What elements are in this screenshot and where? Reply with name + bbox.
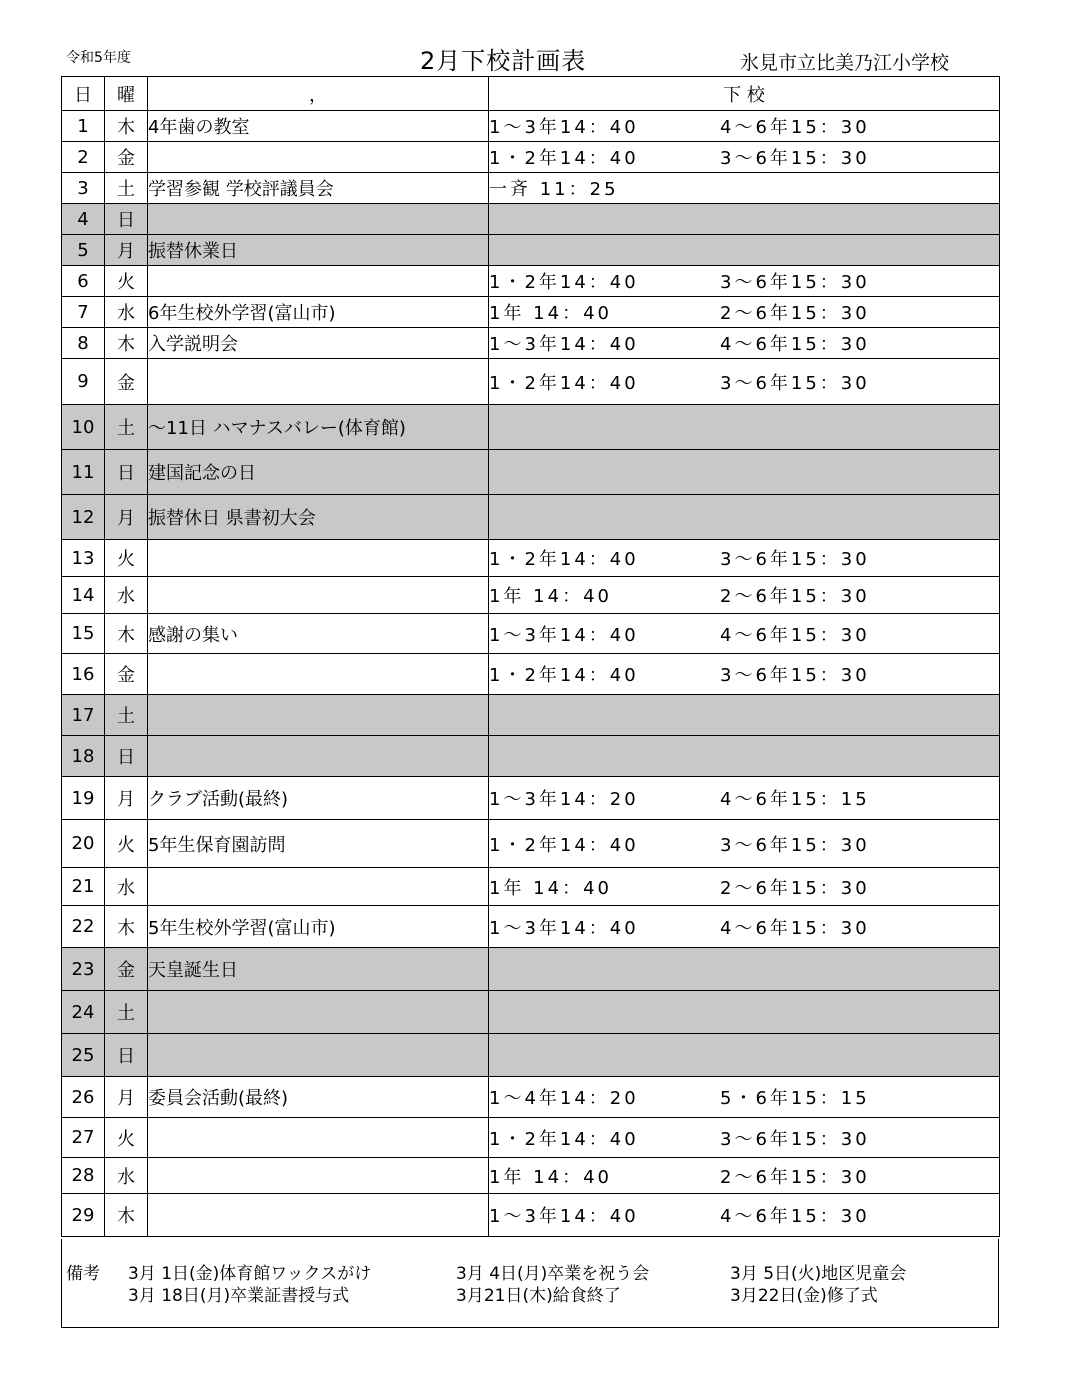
schedule-row	[62, 1077, 1000, 1118]
dismissal-time-lower: 1～3年14：40	[489, 334, 639, 355]
day-cell: 8	[62, 328, 105, 359]
schedule-row	[62, 266, 1000, 297]
schedule-row	[62, 1034, 1000, 1077]
weekday-cell: 火	[105, 540, 148, 577]
weekday-cell: 金	[105, 654, 148, 695]
dismissal-time-upper: 3～6年15：30	[720, 549, 870, 570]
dismissal-time-lower: 1・2年14：40	[489, 272, 639, 293]
event-cell	[148, 1158, 489, 1194]
day-cell: 18	[62, 736, 105, 777]
weekday-cell: 土	[105, 991, 148, 1034]
dismissal-time-upper: 3～6年15：30	[720, 665, 870, 686]
schedule-row	[62, 1158, 1000, 1194]
schedule-row	[62, 820, 1000, 868]
schedule-row	[62, 297, 1000, 328]
day-cell: 25	[62, 1034, 105, 1077]
weekday-cell: 木	[105, 328, 148, 359]
day-cell: 5	[62, 235, 105, 266]
schedule-row	[62, 540, 1000, 577]
notes-section	[61, 1239, 999, 1328]
day-cell: 21	[62, 868, 105, 906]
header-events: ，	[148, 77, 489, 111]
dismissal-time-upper: 4～6年15：30	[720, 917, 870, 939]
dismissal-time-upper: 4～6年15：30	[720, 334, 870, 355]
weekday-cell: 火	[105, 1118, 148, 1158]
dismissal-time-upper: 2～6年15：30	[720, 586, 870, 607]
dismissal-cell	[489, 868, 1000, 906]
day-cell: 22	[62, 906, 105, 948]
event-cell: 振替休日 県書初大会	[148, 495, 489, 540]
notes-label: 備考	[66, 1264, 100, 1284]
schedule-row	[62, 906, 1000, 948]
day-cell: 28	[62, 1158, 105, 1194]
event-cell	[148, 359, 489, 405]
weekday-cell: 月	[105, 1077, 148, 1118]
note-item: 3月 4日(月)卒業を祝う会	[456, 1264, 650, 1284]
dismissal-time-upper: 4～6年15：15	[720, 789, 870, 810]
schedule-row	[62, 235, 1000, 266]
schedule-row	[62, 991, 1000, 1034]
event-cell	[148, 1034, 489, 1077]
dismissal-time-lower: 1～3年14：40	[489, 117, 639, 138]
event-cell: ～11日 ハマナスバレー(体育館)	[148, 405, 489, 450]
event-cell	[148, 991, 489, 1034]
dismissal-cell	[489, 777, 1000, 820]
dismissal-time-lower: 1・2年14：40	[489, 834, 639, 856]
schedule-row	[62, 111, 1000, 142]
schedule-row	[62, 495, 1000, 540]
day-cell: 1	[62, 111, 105, 142]
schedule-row	[62, 1118, 1000, 1158]
note-item: 3月22日(金)修了式	[730, 1286, 878, 1306]
dismissal-time-lower: 1～4年14：20	[489, 1088, 639, 1109]
dismissal-cell	[489, 235, 1000, 266]
day-cell: 19	[62, 777, 105, 820]
dismissal-time-lower: 1・2年14：40	[489, 148, 639, 169]
event-cell	[148, 736, 489, 777]
fiscal-year-label: 令和5年度	[66, 50, 131, 66]
day-cell: 17	[62, 695, 105, 736]
day-cell: 9	[62, 359, 105, 405]
dismissal-time-lower: 1・2年14：40	[489, 372, 639, 394]
schedule-row	[62, 173, 1000, 204]
dismissal-time-upper: 2～6年15：30	[720, 877, 870, 899]
header-weekday: 曜	[105, 77, 148, 111]
dismissal-time-upper: 4～6年15：30	[720, 117, 870, 138]
note-item: 3月 5日(火)地区児童会	[730, 1264, 907, 1284]
schedule-row	[62, 777, 1000, 820]
note-item: 3月 18日(月)卒業証書授与式	[128, 1286, 350, 1306]
event-cell: 委員会活動(最終)	[148, 1077, 489, 1118]
dismissal-cell	[489, 495, 1000, 540]
day-cell: 24	[62, 991, 105, 1034]
weekday-cell: 火	[105, 266, 148, 297]
schedule-row	[62, 405, 1000, 450]
day-cell: 26	[62, 1077, 105, 1118]
day-cell: 20	[62, 820, 105, 868]
dismissal-time-upper: 2～6年15：30	[720, 303, 870, 324]
school-name: 氷見市立比美乃江小学校	[740, 52, 950, 74]
dismissal-time-upper: 3～6年15：30	[720, 272, 870, 293]
event-cell	[148, 868, 489, 906]
day-cell: 2	[62, 142, 105, 173]
dismissal-time-lower: 1・2年14：40	[489, 549, 639, 570]
schedule-body	[62, 111, 1000, 1237]
dismissal-time-upper: 3～6年15：30	[720, 834, 870, 856]
dismissal-time-upper: 3～6年15：30	[720, 372, 870, 394]
header-day: 日	[62, 77, 105, 111]
schedule-row	[62, 359, 1000, 405]
event-cell: 入学説明会	[148, 328, 489, 359]
day-cell: 10	[62, 405, 105, 450]
dismissal-time-upper: 5・6年15：15	[720, 1088, 870, 1109]
day-cell: 16	[62, 654, 105, 695]
event-cell	[148, 577, 489, 614]
weekday-cell: 月	[105, 495, 148, 540]
dismissal-cell	[489, 948, 1000, 991]
weekday-cell: 土	[105, 173, 148, 204]
dismissal-cell	[489, 142, 1000, 173]
day-cell: 4	[62, 204, 105, 235]
weekday-cell: 水	[105, 577, 148, 614]
dismissal-time-lower: 1・2年14：40	[489, 1128, 639, 1150]
day-cell: 12	[62, 495, 105, 540]
dismissal-time-lower: 1～3年14：40	[489, 1206, 639, 1227]
schedule-row	[62, 654, 1000, 695]
dismissal-cell	[489, 405, 1000, 450]
dismissal-time-lower: 1年 14：40	[489, 1166, 612, 1188]
dismissal-cell	[489, 654, 1000, 695]
dismissal-time-upper: 3～6年15：30	[720, 1128, 870, 1150]
dismissal-cell	[489, 1158, 1000, 1194]
dismissal-cell	[489, 614, 1000, 654]
note-item: 3月21日(木)給食終了	[456, 1286, 621, 1306]
event-cell: 5年生保育園訪問	[148, 820, 489, 868]
weekday-cell: 金	[105, 142, 148, 173]
dismissal-time-lower: 1年 14：40	[489, 586, 612, 607]
dismissal-cell	[489, 540, 1000, 577]
dismissal-cell	[489, 266, 1000, 297]
day-cell: 15	[62, 614, 105, 654]
weekday-cell: 月	[105, 777, 148, 820]
page-title: 2月下校計画表	[420, 47, 587, 75]
event-cell: クラブ活動(最終)	[148, 777, 489, 820]
dismissal-time-upper: 4～6年15：30	[720, 624, 870, 646]
event-cell: 4年歯の教室	[148, 111, 489, 142]
schedule-row	[62, 695, 1000, 736]
day-cell: 3	[62, 173, 105, 204]
weekday-cell: 金	[105, 359, 148, 405]
dismissal-time-upper: 4～6年15：30	[720, 1206, 870, 1227]
schedule-row	[62, 328, 1000, 359]
dismissal-cell	[489, 736, 1000, 777]
weekday-cell: 金	[105, 948, 148, 991]
day-cell: 7	[62, 297, 105, 328]
day-cell: 23	[62, 948, 105, 991]
dismissal-time-upper: 2～6年15：30	[720, 1166, 870, 1188]
dismissal-cell	[489, 359, 1000, 405]
dismissal-cell	[489, 328, 1000, 359]
event-cell	[148, 654, 489, 695]
weekday-cell: 日	[105, 736, 148, 777]
weekday-cell: 土	[105, 405, 148, 450]
event-cell: 学習参観 学校評議員会	[148, 173, 489, 204]
weekday-cell: 月	[105, 235, 148, 266]
weekday-cell: 日	[105, 450, 148, 495]
schedule-row	[62, 450, 1000, 495]
event-cell: 建国記念の日	[148, 450, 489, 495]
event-cell	[148, 1118, 489, 1158]
event-cell: 天皇誕生日	[148, 948, 489, 991]
event-cell	[148, 204, 489, 235]
dismissal-schedule-table	[61, 76, 1000, 1237]
dismissal-cell	[489, 173, 1000, 204]
weekday-cell: 日	[105, 1034, 148, 1077]
event-cell	[148, 266, 489, 297]
weekday-cell: 水	[105, 297, 148, 328]
dismissal-cell	[489, 111, 1000, 142]
dismissal-cell	[489, 820, 1000, 868]
header-dismissal: 下 校	[489, 77, 1000, 111]
schedule-row	[62, 577, 1000, 614]
dismissal-time-lower: 1～3年14：40	[489, 624, 639, 646]
dismissal-cell	[489, 1118, 1000, 1158]
weekday-cell: 日	[105, 204, 148, 235]
day-cell: 11	[62, 450, 105, 495]
dismissal-cell	[489, 450, 1000, 495]
dismissal-cell	[489, 1034, 1000, 1077]
dismissal-cell	[489, 695, 1000, 736]
schedule-row	[62, 1194, 1000, 1237]
schedule-row	[62, 948, 1000, 991]
dismissal-cell	[489, 204, 1000, 235]
schedule-row	[62, 142, 1000, 173]
dismissal-cell	[489, 906, 1000, 948]
dismissal-time-lower: 一斉 11：25	[489, 179, 619, 200]
event-cell	[148, 540, 489, 577]
event-cell	[148, 1194, 489, 1237]
dismissal-time-lower: 1～3年14：20	[489, 789, 639, 810]
day-cell: 13	[62, 540, 105, 577]
dismissal-cell	[489, 1077, 1000, 1118]
dismissal-cell	[489, 297, 1000, 328]
day-cell: 27	[62, 1118, 105, 1158]
event-cell: 5年生校外学習(富山市)	[148, 906, 489, 948]
schedule-row	[62, 868, 1000, 906]
day-cell: 6	[62, 266, 105, 297]
weekday-cell: 火	[105, 820, 148, 868]
dismissal-cell	[489, 991, 1000, 1034]
event-cell: 6年生校外学習(富山市)	[148, 297, 489, 328]
dismissal-time-lower: 1年 14：40	[489, 877, 612, 899]
weekday-cell: 水	[105, 1158, 148, 1194]
weekday-cell: 木	[105, 906, 148, 948]
weekday-cell: 木	[105, 1194, 148, 1237]
event-cell	[148, 695, 489, 736]
day-cell: 29	[62, 1194, 105, 1237]
event-cell	[148, 142, 489, 173]
weekday-cell: 木	[105, 111, 148, 142]
dismissal-cell	[489, 577, 1000, 614]
weekday-cell: 木	[105, 614, 148, 654]
dismissal-time-lower: 1・2年14：40	[489, 665, 639, 686]
weekday-cell: 土	[105, 695, 148, 736]
schedule-row	[62, 614, 1000, 654]
note-item: 3月 1日(金)体育館ワックスがけ	[128, 1264, 372, 1284]
header-row	[62, 77, 1000, 111]
dismissal-time-lower: 1～3年14：40	[489, 917, 639, 939]
day-cell: 14	[62, 577, 105, 614]
dismissal-cell	[489, 1194, 1000, 1237]
schedule-row	[62, 736, 1000, 777]
event-cell: 振替休業日	[148, 235, 489, 266]
weekday-cell: 水	[105, 868, 148, 906]
event-cell: 感謝の集い	[148, 614, 489, 654]
schedule-row	[62, 204, 1000, 235]
dismissal-time-upper: 3～6年15：30	[720, 148, 870, 169]
dismissal-time-lower: 1年 14：40	[489, 303, 612, 324]
